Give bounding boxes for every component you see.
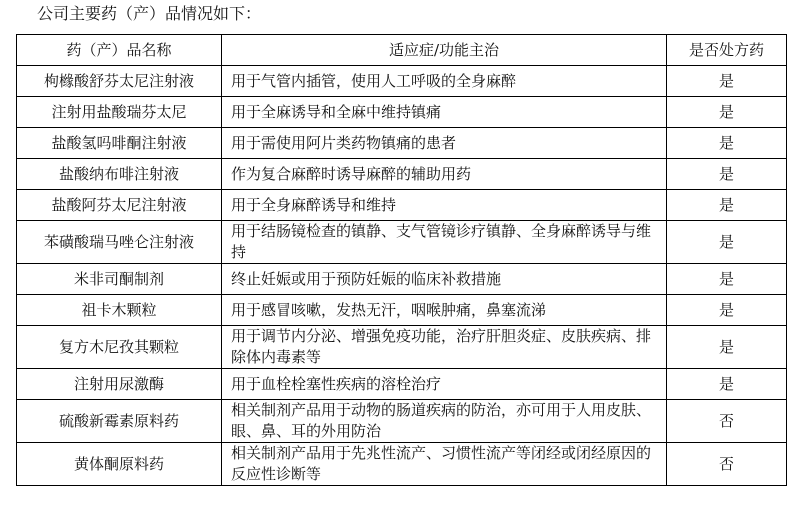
indication: 用于感冒咳嗽，发热无汗，咽喉肿痛，鼻塞流涕 bbox=[222, 295, 667, 326]
prescription-flag: 是 bbox=[667, 221, 787, 264]
table-row bbox=[17, 326, 787, 369]
product-name: 祖卡木颗粒 bbox=[17, 295, 222, 326]
product-name: 硫酸新霉素原料药 bbox=[17, 400, 222, 443]
prescription-flag: 否 bbox=[667, 443, 787, 486]
product-name: 注射用尿激酶 bbox=[17, 369, 222, 400]
indication: 相关制剂产品用于先兆性流产、习惯性流产等闭经或闭经原因的反应性诊断等 bbox=[222, 443, 667, 486]
product-name: 盐酸氢吗啡酮注射液 bbox=[17, 128, 222, 159]
prescription-flag: 是 bbox=[667, 128, 787, 159]
product-name: 米非司酮制剂 bbox=[17, 264, 222, 295]
table-row bbox=[17, 221, 787, 264]
product-name: 复方木尼孜其颗粒 bbox=[17, 326, 222, 369]
product-name: 黄体酮原料药 bbox=[17, 443, 222, 486]
indication: 作为复合麻醉时诱导麻醉的辅助用药 bbox=[222, 159, 667, 190]
intro-text: 公司主要药（产）品情况如下： bbox=[37, 4, 262, 23]
prescription-flag: 是 bbox=[667, 190, 787, 221]
table-row bbox=[17, 264, 787, 295]
header-prescription: 是否处方药 bbox=[667, 35, 787, 66]
indication: 用于全麻诱导和全麻中维持镇痛 bbox=[222, 97, 667, 128]
product-name: 盐酸纳布啡注射液 bbox=[17, 159, 222, 190]
table-row bbox=[17, 295, 787, 326]
product-name: 苯磺酸瑞马唑仑注射液 bbox=[17, 221, 222, 264]
table-row bbox=[17, 159, 787, 190]
indication: 用于需使用阿片类药物镇痛的患者 bbox=[222, 128, 667, 159]
prescription-flag: 是 bbox=[667, 66, 787, 97]
indication: 用于全身麻醉诱导和维持 bbox=[222, 190, 667, 221]
table-row bbox=[17, 400, 787, 443]
table-row bbox=[17, 97, 787, 128]
table-row bbox=[17, 369, 787, 400]
table-header-row bbox=[17, 35, 787, 66]
product-name: 注射用盐酸瑞芬太尼 bbox=[17, 97, 222, 128]
drug-table bbox=[16, 34, 787, 486]
indication: 用于结肠镜检查的镇静、支气管镜诊疗镇静、全身麻醉诱导与维持 bbox=[222, 221, 667, 264]
indication: 用于调节内分泌、增强免疫功能，治疗肝胆炎症、皮肤疾病、排除体内毒素等 bbox=[222, 326, 667, 369]
table-row bbox=[17, 128, 787, 159]
indication: 终止妊娠或用于预防妊娠的临床补救措施 bbox=[222, 264, 667, 295]
prescription-flag: 否 bbox=[667, 400, 787, 443]
table-row bbox=[17, 66, 787, 97]
prescription-flag: 是 bbox=[667, 326, 787, 369]
product-name: 枸橼酸舒芬太尼注射液 bbox=[17, 66, 222, 97]
indication: 相关制剂产品用于动物的肠道疾病的防治，亦可用于人用皮肤、眼、鼻、耳的外用防治 bbox=[222, 400, 667, 443]
prescription-flag: 是 bbox=[667, 264, 787, 295]
indication: 用于气管内插管，使用人工呼吸的全身麻醉 bbox=[222, 66, 667, 97]
prescription-flag: 是 bbox=[667, 159, 787, 190]
header-indication: 适应症/功能主治 bbox=[222, 35, 667, 66]
product-name: 盐酸阿芬太尼注射液 bbox=[17, 190, 222, 221]
table-row bbox=[17, 190, 787, 221]
prescription-flag: 是 bbox=[667, 97, 787, 128]
indication: 用于血栓栓塞性疾病的溶栓治疗 bbox=[222, 369, 667, 400]
prescription-flag: 是 bbox=[667, 369, 787, 400]
prescription-flag: 是 bbox=[667, 295, 787, 326]
table-row bbox=[17, 443, 787, 486]
header-product-name: 药（产）品名称 bbox=[17, 35, 222, 66]
